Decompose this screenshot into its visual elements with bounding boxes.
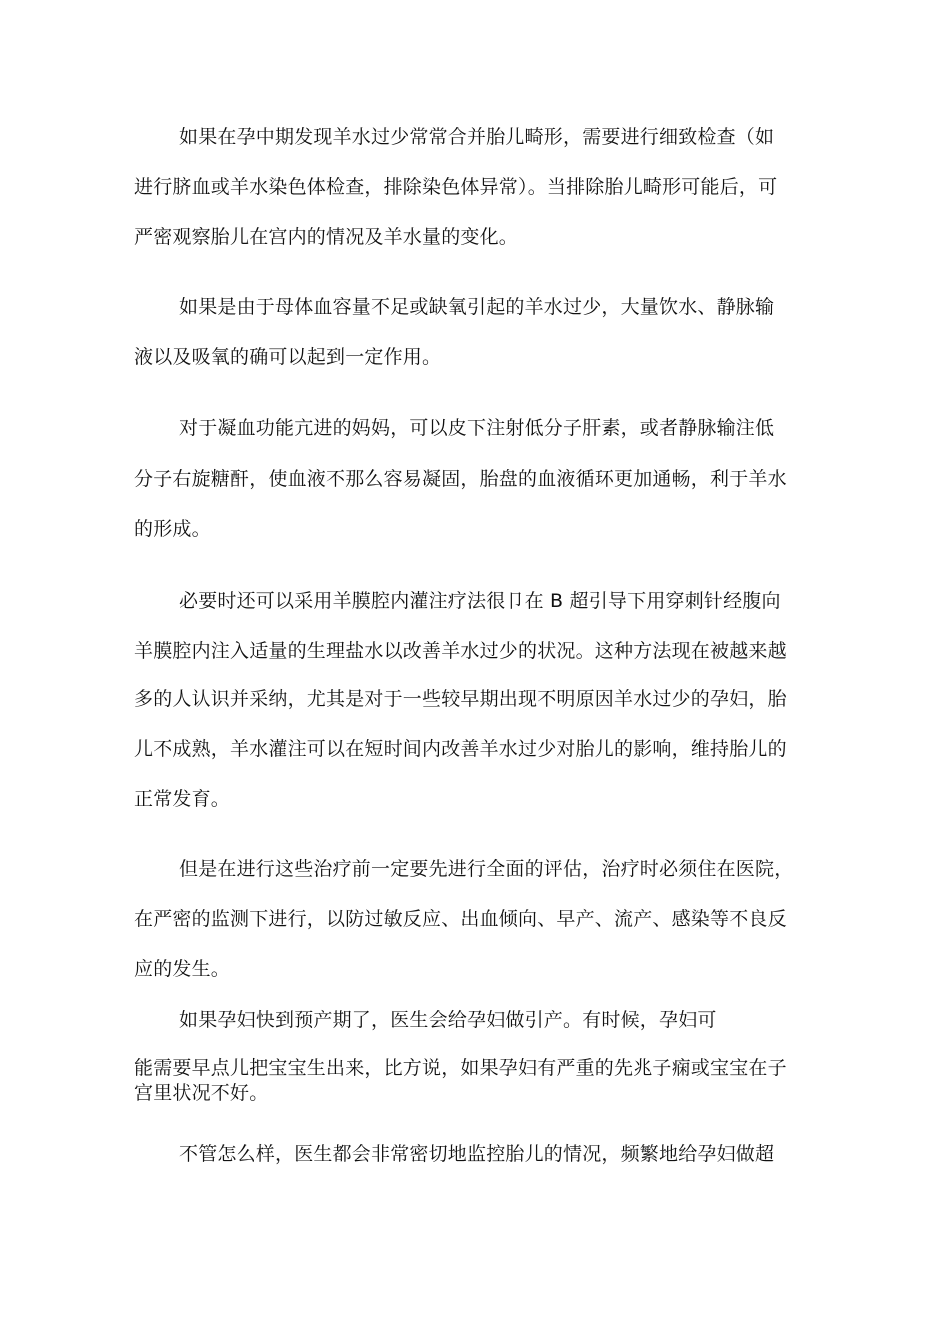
- text-line: 如果孕妇快到预产期了，医生会给孕妇做引产。有时候，孕妇可: [179, 1009, 717, 1031]
- text-line: 但是在进行这些治疗前一定要先进行全面的评估，治疗时必须住在医院，: [179, 858, 794, 880]
- text-line: 在严密的监测下进行，以防过敏反应、出血倾向、早产、流产、感染等不良反: [134, 908, 787, 930]
- text-line: 如果是由于母体血容量不足或缺氧引起的羊水过少，大量饮水、静脉输: [179, 296, 775, 318]
- text-line: 儿不成熟，羊水灌注可以在短时间内改善羊水过少对胎儿的影响，维持胎儿的: [134, 738, 787, 760]
- text-line: 羊膜腔内注入适量的生理盐水以改善羊水过少的状况。这种方法现在被越来越: [134, 640, 787, 662]
- text-line: 必要时还可以采用羊膜腔内灌注疗法很卩在 B 超引导下用穿刺针经腹向: [179, 590, 781, 612]
- text-line: 宫里状况不好。: [134, 1082, 269, 1104]
- text-line: 严密观察胎儿在宫内的情况及羊水量的变化。: [134, 226, 519, 248]
- text-line: 多的人认识并采纳，尤其是对于一些较早期出现不明原因羊水过少的孕妇，胎: [134, 688, 787, 710]
- text-line: 的形成。: [134, 518, 211, 540]
- text-line: 不管怎么样，医生都会非常密切地监控胎儿的情况，频繁地给孕妇做超: [179, 1143, 775, 1165]
- text-line: 如果在孕中期发现羊水过少常常合并胎儿畸形，需要进行细致检查（如: [179, 126, 775, 148]
- text-line: 能需要早点儿把宝宝生出来，比方说，如果孕妇有严重的先兆子痫或宝宝在子: [134, 1057, 787, 1079]
- text-line: 对于凝血功能亢进的妈妈，可以皮下注射低分子肝素，或者静脉输注低: [179, 417, 775, 439]
- text-line: 进行脐血或羊水染色体检查，排除染色体异常）。当排除胎儿畸形可能后，可: [134, 176, 778, 198]
- text-line: 应的发生。: [134, 958, 231, 980]
- text-line: 分子右旋糖酐，使血液不那么容易凝固，胎盘的血液循环更加通畅，利于羊水: [134, 468, 787, 490]
- text-line: 正常发育。: [134, 788, 231, 810]
- text-line: 液以及吸氧的确可以起到一定作用。: [134, 346, 442, 368]
